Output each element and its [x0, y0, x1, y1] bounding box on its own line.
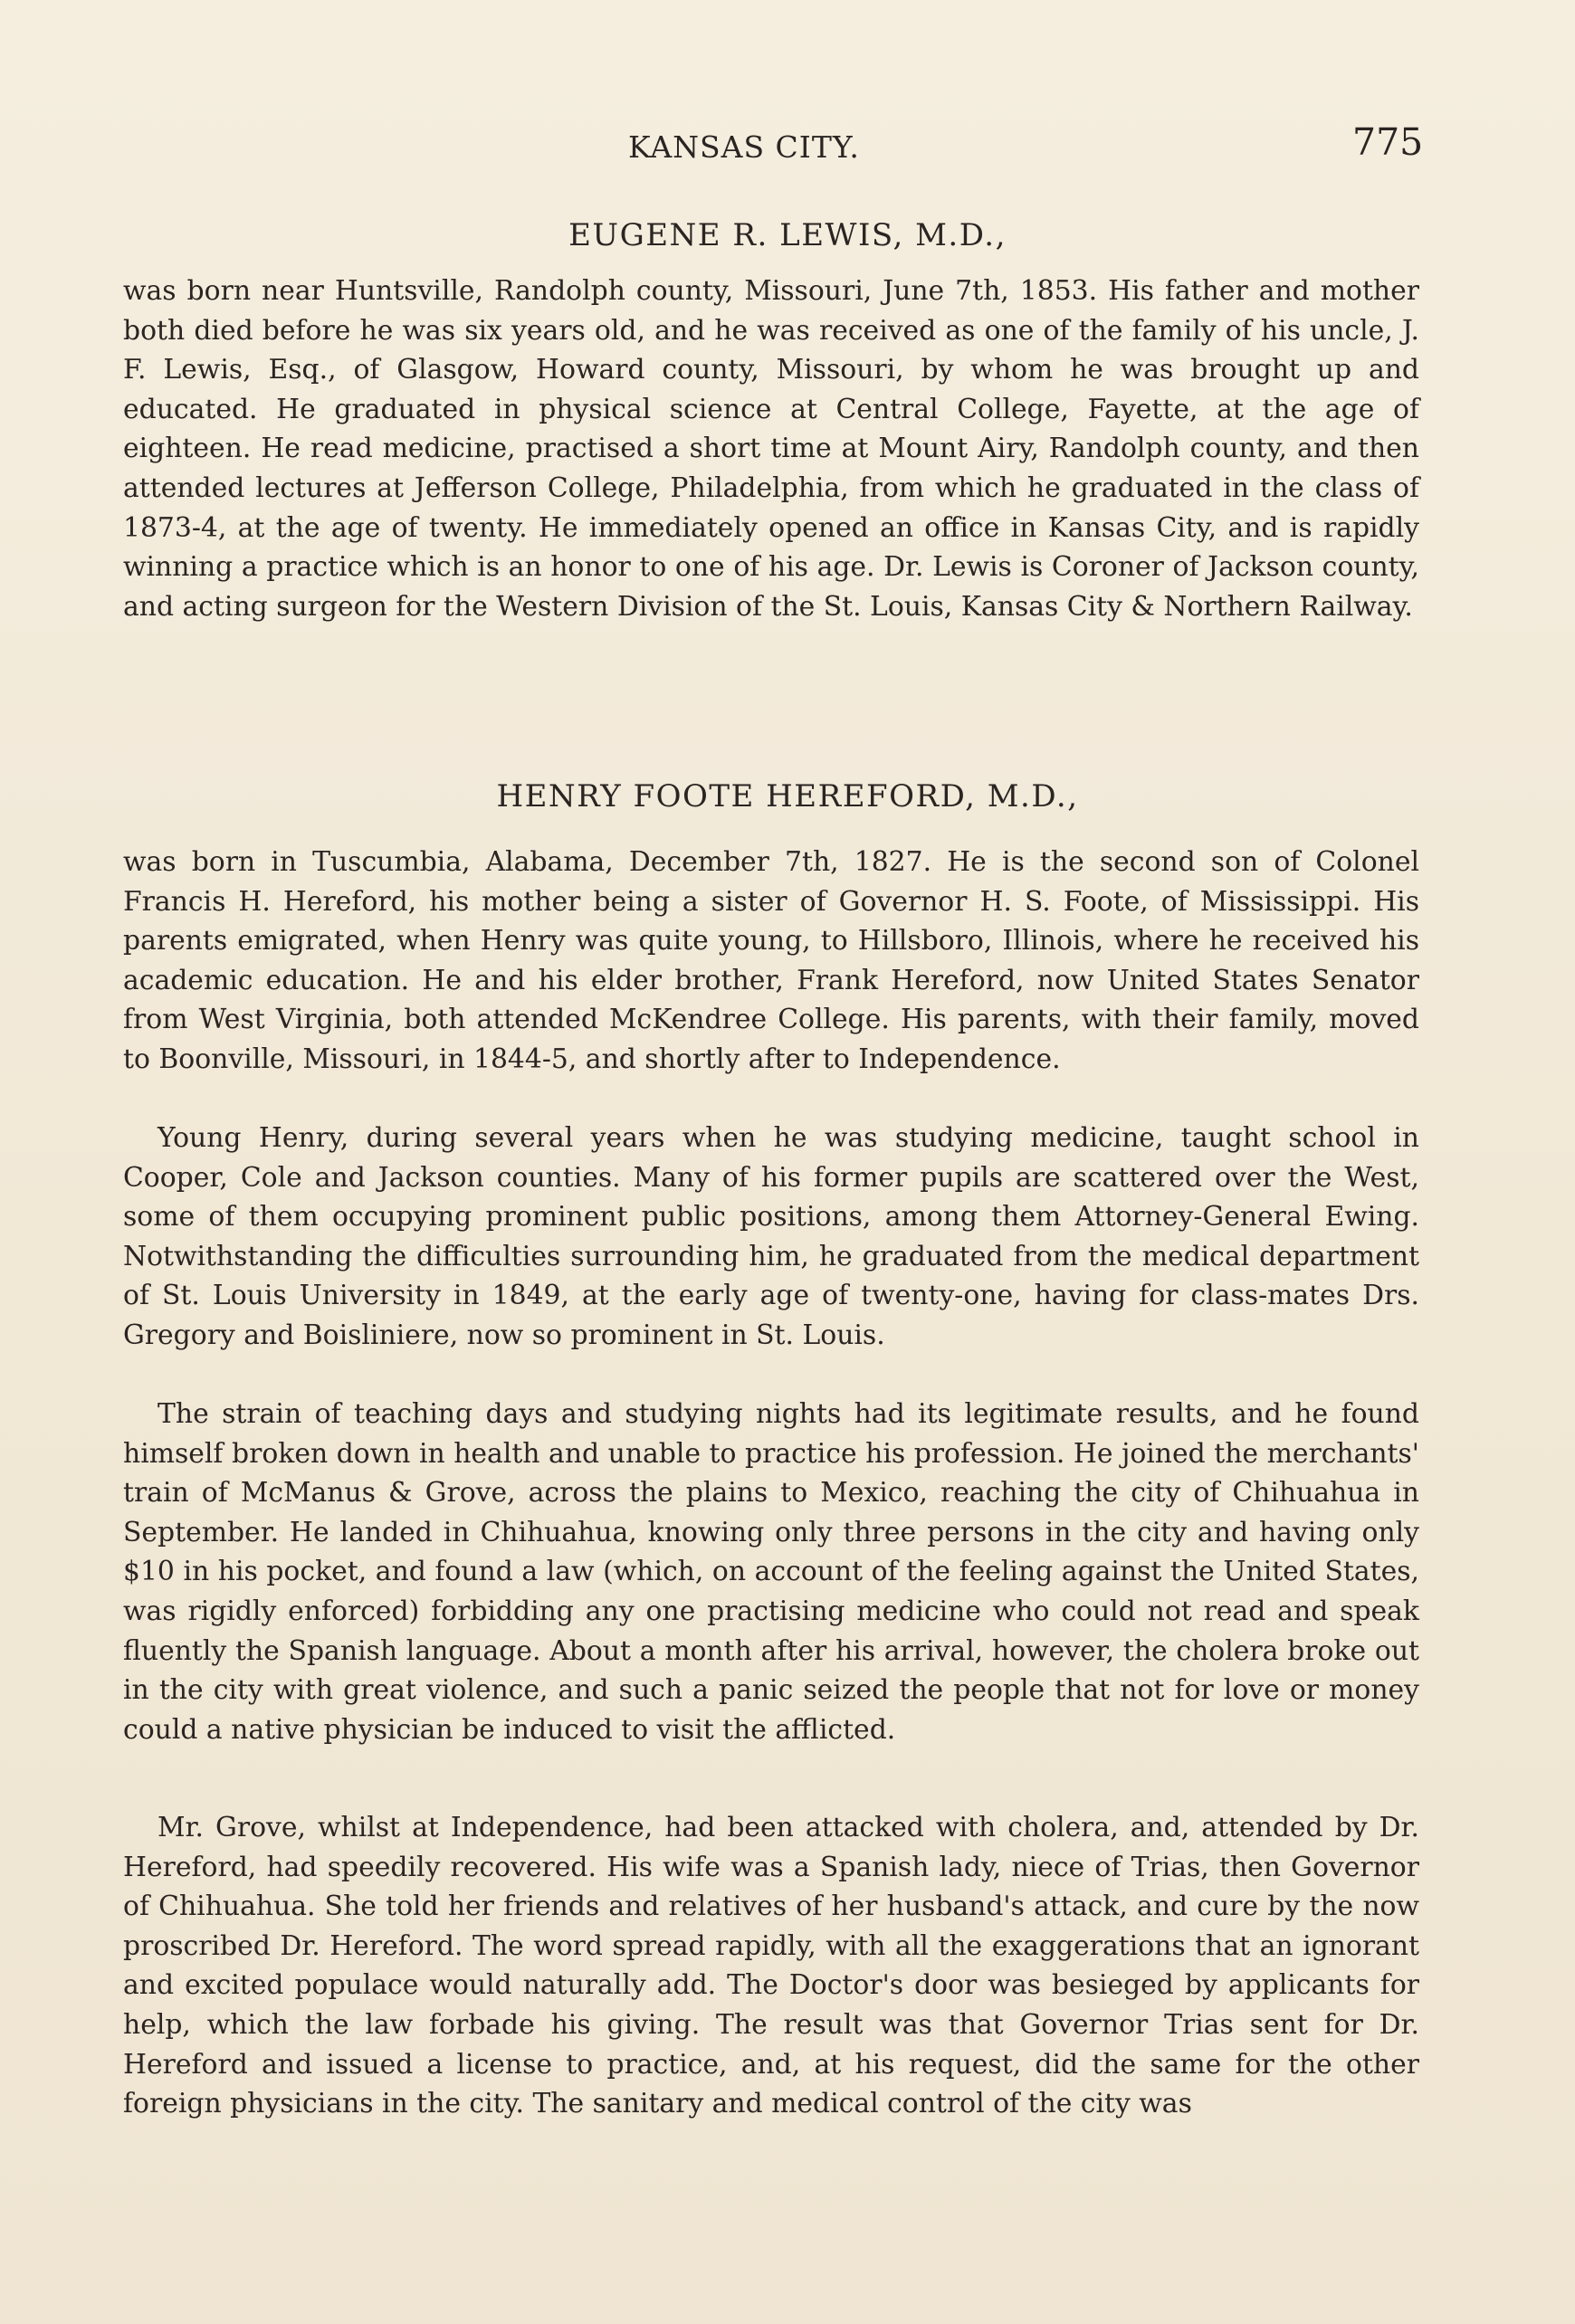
paragraph-hereford-birth: was born in Tuscumbia, Alabama, December 7th, 1827. He is the second son of Colonel Francis H. Hereford, his mother being a sister of Governor H. S. Foote, of Mississippi. His parents emigrated, when Henry was quite young, to Hillsboro, Illinois, where he received his academic education. He and his elder brother, Frank Hereford, now United States Senator from West Virginia, both attended McKendree College. His parents, with their family, moved to Boonville, Missouri, in 1844-5, and shortly after to Independence.: [123, 846, 1419, 1075]
page-number: 775: [1352, 120, 1424, 164]
running-header: KANSAS CITY.: [628, 129, 860, 165]
paragraph-hereford-license: Mr. Grove, whilst at Independence, had been attacked with cholera, and, attended by Dr. Hereford, had speedily recovered. His wife was a Spanish lady, niece of Trias, then Governor of Chihuahua. She told her friends and relatives of her husband's attack, and cure by the now proscribed Dr. Hereford. The word spread rapidly, with all the exaggerations that an ignorant and excited populace would naturally add. The Doctor's door was besieged by applicants for help, which the law forbade his giving. The result was that Governor Trias sent for Dr. Hereford and issued a license to practice, and, at his request, did the same for the other foreign physicians in the city. The sanitary and medical control of the city was: [123, 1812, 1419, 2120]
paragraph-hereford-education: Young Henry, during several years when he was studying medicine, taught school in Cooper, Cole and Jackson counties. Many of his former pupils are scattered over the West, some of them occupying prominent public positions, among them Attorney-General Ewing. Notwithstanding the difficulties surrounding him, he graduated from the medical department of St. Louis University in 1849, at the early age of twenty-one, having for class-mates Drs. Gregory and Boisliniere, now so prominent in St. Louis.: [123, 1122, 1419, 1351]
paragraph-lewis-bio: was born near Huntsville, Randolph county, Missouri, June 7th, 1853. His father and mother both died before he was six years old, and he was received as one of the family of his uncle, J. F. Lewis, Esq., of Glasgow, Howard county, Missouri, by whom he was brought up and educated. He graduated in physical science at Central College, Fayette, at the age of eighteen. He read medicine, practised a short time at Mount Airy, Randolph county, and then attended lectures at Jefferson College, Philadelphia, from which he graduated in the class of 1873-4, at the age of twenty. He immediately opened an office in Kansas City, and is rapidly winning a practice which is an honor to one of his age. Dr. Lewis is Coroner of Jackson county, and acting surgeon for the Western Division of the St. Louis, Kansas City & Northern Railway.: [123, 275, 1419, 623]
paragraph-hereford-chihuahua: The strain of teaching days and studying nights had its legitimate results, and he found himself broken down in health and unable to practice his profession. He joined the merchants' train of McManus & Grove, across the plains to Mexico, reaching the city of Chihuahua in September. He landed in Chihuahua, knowing only three persons in the city and having only $10 in his pocket, and found a law (which, on account of the feeling against the United States, was rigidly enforced) forbidding any one practising medicine who could not read and speak fluently the Spanish language. About a month after his arrival, however, the cholera broke out in the city with great violence, and such a panic seized the people that not for love or money could a native physician be induced to visit the afflicted.: [123, 1398, 1419, 1746]
section-heading-hereford: HENRY FOOTE HEREFORD, M.D.,: [496, 778, 1079, 814]
section-heading-lewis: EUGENE R. LEWIS, M.D.,: [568, 217, 1007, 253]
